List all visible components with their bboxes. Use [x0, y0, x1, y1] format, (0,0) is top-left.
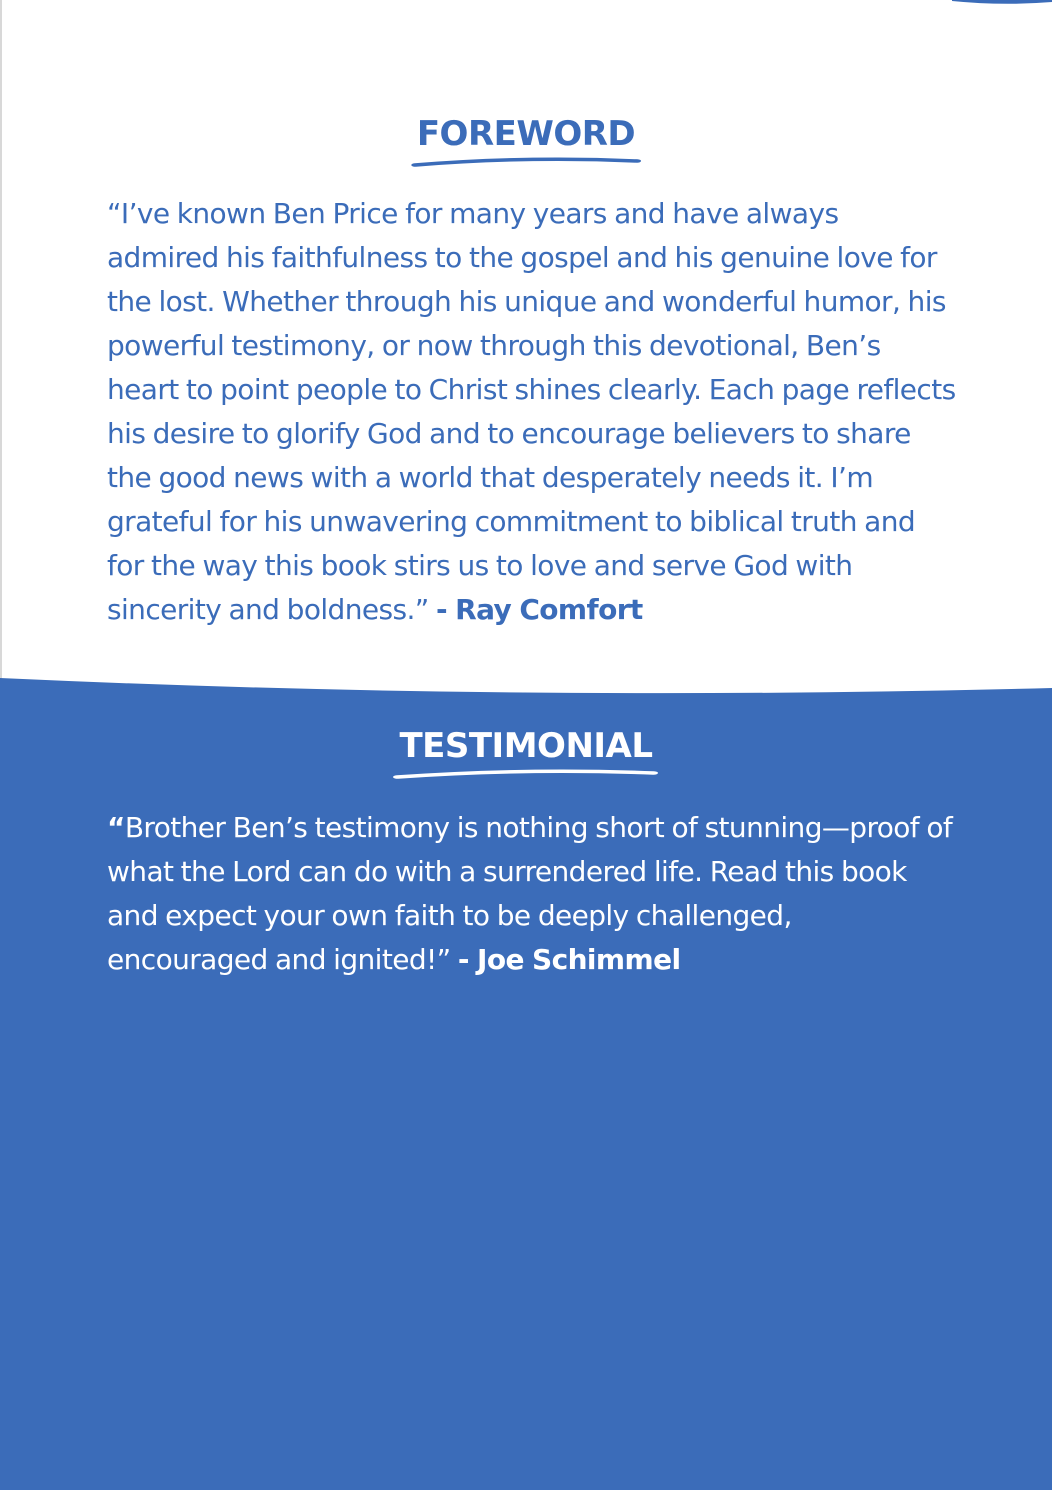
testimonial-quote: [107, 806, 957, 982]
testimonial-author: - Joe Schimmel: [457, 943, 681, 976]
foreword-title-wrap: [417, 114, 635, 154]
testimonial-open-quote: “: [107, 811, 125, 844]
foreword-author: - Ray Comfort: [435, 593, 643, 626]
testimonial-background-wave: [0, 660, 1052, 1490]
foreword-quote-text: “I’ve known Ben Price for many years and have always admired his faithfulness to the gospel and his genuine love for the lost. Whether through his unique and wonderful humor, his powerful testimony, or now through this devotional, Ben’s heart to point people to Christ shines clearly. Each page reflects his desire to glorify God and to encourage believers to share the good news with a world that desperately needs it. I’m grateful for his unwavering commitment to biblical truth and for the way this book stirs us to love and serve God with sincerity and boldness.”: [107, 197, 956, 626]
foreword-heading: [0, 114, 1052, 154]
page-edge: [0, 0, 2, 680]
testimonial-heading: [0, 726, 1052, 766]
foreword-quote: [107, 192, 957, 632]
testimonial-title-underline: [395, 766, 656, 782]
foreword-title-underline: [413, 154, 639, 170]
corner-accent-swoosh: [952, 0, 1052, 8]
testimonial-title-text: TESTIMONIAL: [399, 726, 653, 766]
foreword-title-text: FOREWORD: [416, 114, 636, 154]
testimonial-quote-text: Brother Ben’s testimony is nothing short of stunning—proof of what the Lord can do with a surrendered life. Read this book and expect your own faith to be deeply challenged, encouraged and ignited!”: [107, 811, 953, 976]
testimonial-title-wrap: [399, 726, 652, 766]
